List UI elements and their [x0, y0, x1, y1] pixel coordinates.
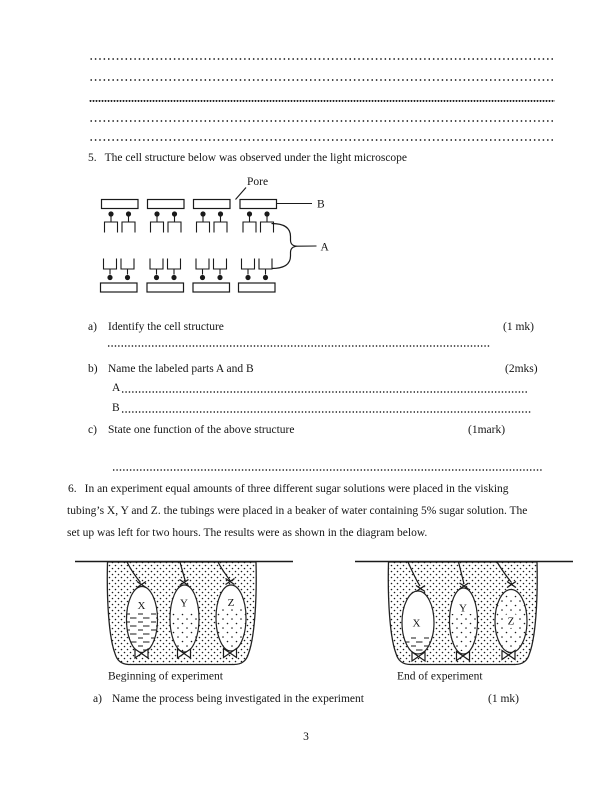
tubing-x-label: X — [412, 617, 421, 630]
beaker-end-diagram — [355, 562, 573, 683]
question-6-number: 6. — [68, 483, 77, 495]
membrane-protein-rect — [147, 283, 184, 292]
tubing-x-label: X — [137, 600, 146, 612]
label-b: B — [317, 198, 325, 211]
question-6-line3: set up was left for two hours. The results were as shown in the diagram below. — [67, 527, 428, 539]
page-number: 3 — [303, 731, 309, 743]
answer-line-a — [112, 381, 527, 395]
answer-prefix-b: B — [112, 402, 120, 414]
membrane-protein-rect — [102, 200, 139, 209]
q5c-letter: c) — [88, 424, 97, 436]
answer-line — [112, 469, 542, 471]
membrane-protein-rect — [101, 283, 138, 292]
label-a: A — [320, 241, 329, 254]
membrane-protein-rect — [148, 200, 185, 209]
tubing-z-label: Z — [227, 597, 235, 609]
caption-beginning: Beginning of experiment — [108, 670, 223, 683]
question-6-line1: 6. In an experiment equal amounts of three different sugar solutions were placed in the visking — [68, 483, 509, 495]
q5a-text: Identify the cell structure — [108, 321, 224, 333]
pore-leader-line — [236, 188, 247, 200]
membrane-protein-rect — [194, 200, 231, 209]
q5b-text: Name the labeled parts A and B — [108, 363, 254, 375]
phospholipid-top-row — [105, 211, 274, 232]
beaker-beginning-diagram — [75, 562, 293, 683]
membrane-protein-rect — [193, 283, 230, 292]
membrane-top-layer — [102, 200, 277, 209]
question-6-line2: tubing’s X, Y and Z. the tubings were placed in a beaker of water containing 5% sugar solution. The — [67, 505, 528, 517]
membrane-protein-rect — [239, 283, 276, 292]
membrane-bottom-layer — [101, 283, 276, 292]
answer-prefix-a: A — [112, 382, 121, 394]
question-5-number: 5. — [88, 152, 97, 164]
q5b-letter: b) — [88, 363, 98, 375]
q5c-marks: (1mark) — [468, 424, 506, 436]
caption-end: End of experiment — [397, 670, 483, 683]
answer-line — [107, 345, 490, 347]
label-a-brace — [272, 224, 298, 269]
q5b-marks: (2mks) — [505, 363, 538, 375]
tubing-z-label: Z — [507, 615, 515, 628]
tubing-y-label: Y — [180, 597, 188, 610]
q5a-letter: a) — [88, 321, 97, 333]
q5c-text: State one function of the above structure — [108, 424, 295, 436]
q6a-letter: a) — [93, 693, 102, 705]
cell-membrane-diagram — [101, 176, 330, 292]
q6a-text: Name the process being investigated in the experiment — [112, 693, 364, 705]
question-5-prompt: The cell structure below was observed under the light microscope — [104, 152, 408, 164]
phospholipid-bottom-row — [104, 259, 273, 281]
membrane-protein-rect — [240, 200, 277, 209]
answer-line-b — [112, 401, 532, 415]
q5a-marks: (1 mk) — [503, 321, 534, 333]
q6a-marks: (1 mk) — [488, 693, 519, 705]
pore-label: Pore — [247, 176, 269, 188]
tubing-y-label: Y — [459, 602, 467, 615]
